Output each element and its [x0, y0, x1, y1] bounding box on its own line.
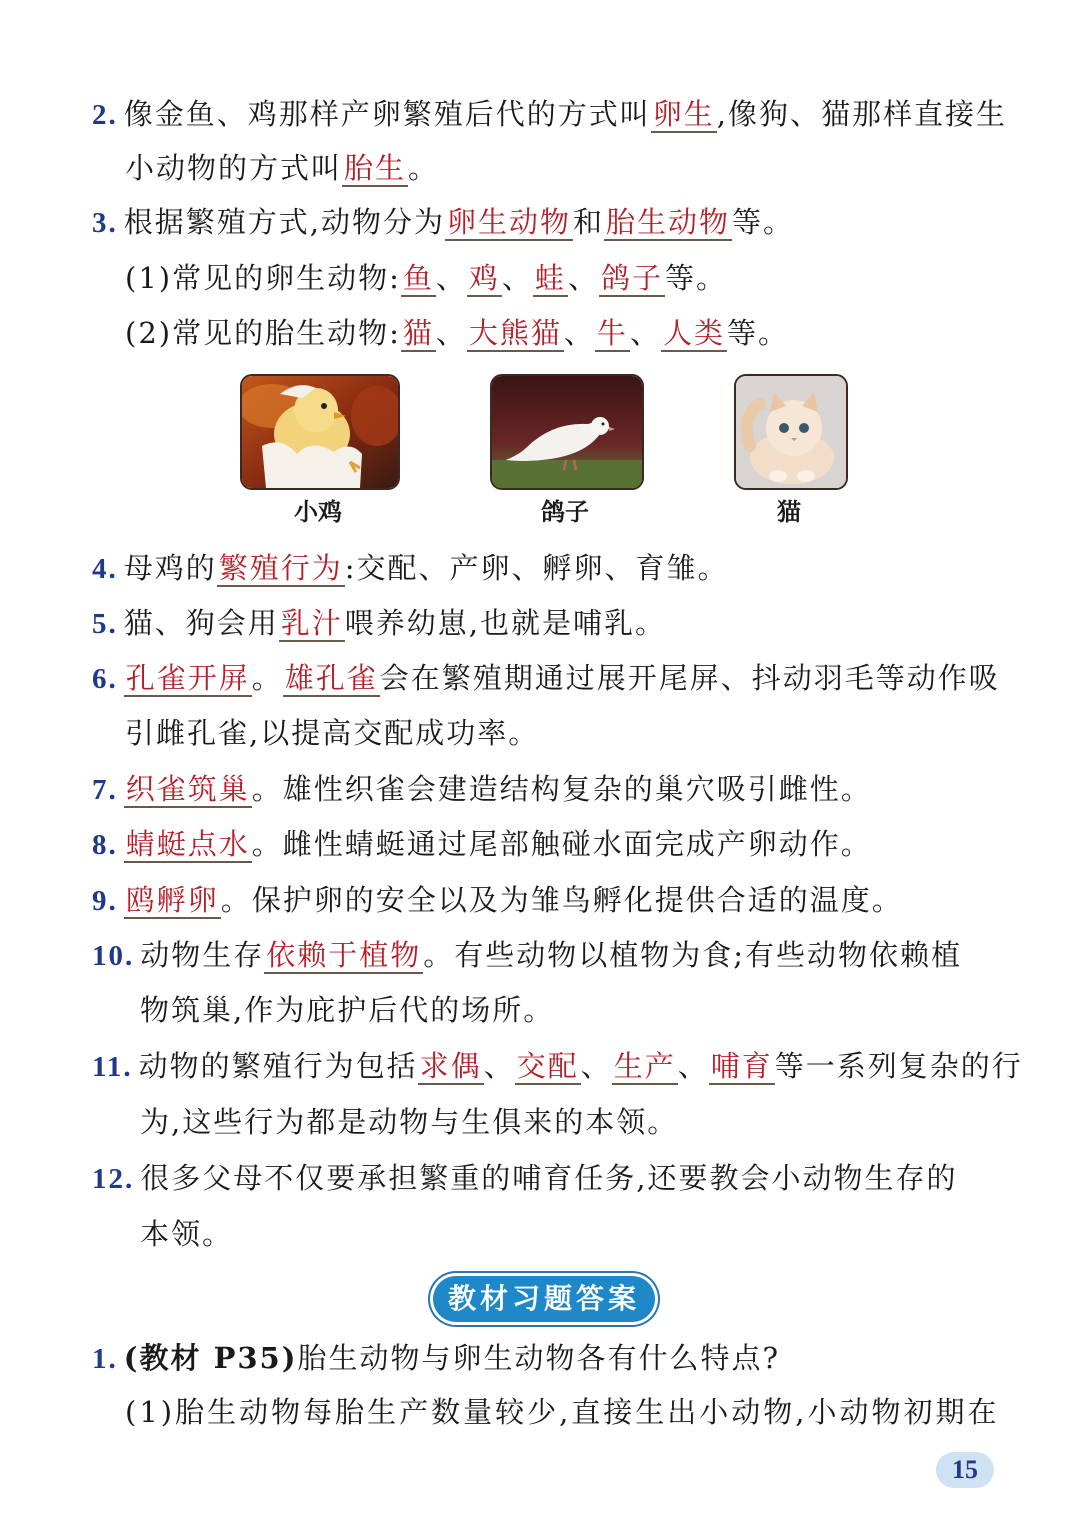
exercise-question-text: 胎生动物与卵生动物各有什么特点? [297, 1341, 781, 1375]
kitten-photo [734, 374, 848, 490]
answer-blank: 哺育 [710, 1049, 773, 1083]
item-2-line-1 [92, 94, 1007, 135]
answer-blank: 求偶 [419, 1049, 482, 1083]
answer-blank: 卵生 [652, 97, 715, 131]
answer-blank: 人类 [662, 316, 725, 350]
item-number: 4. [92, 553, 118, 585]
separator: 、 [563, 316, 595, 350]
sub-item-oviparous [125, 258, 727, 298]
item-6-line-2 [125, 713, 539, 753]
item-text: 为,这些行为都是动物与生俱来的本领。 [140, 1105, 679, 1139]
separator: 、 [629, 316, 661, 350]
item-text: ,像狗、猫那样直接生 [716, 97, 1007, 131]
exercise-answer-text: (1)胎生动物每胎生产数量较少,直接生出小动物,小动物初期在 [125, 1395, 1000, 1429]
answer-blank: 织雀筑巢 [125, 772, 250, 806]
answer-blank: 乳汁 [280, 606, 343, 640]
item-text: 喂养幼崽,也就是哺乳。 [344, 606, 666, 640]
item-text: 本领。 [140, 1217, 234, 1251]
item-12-line-2 [140, 1214, 233, 1254]
item-text: 等一系列复杂的行 [774, 1049, 1023, 1083]
answer-blank: 蜻蜓点水 [125, 827, 250, 861]
item-6-line-1 [92, 658, 1000, 699]
item-12-line-1 [92, 1158, 957, 1199]
sub-item-viviparous [125, 313, 789, 353]
figure-caption: 猫 [777, 498, 801, 526]
figure-caption: 鸽子 [541, 498, 589, 526]
item-text: 等。 [732, 205, 795, 239]
kitten-image-icon [736, 376, 846, 488]
separator: 、 [580, 1049, 612, 1083]
page-number: 15 [936, 1452, 994, 1488]
item-number: 7. [92, 774, 118, 806]
answer-blank: 交配 [516, 1049, 579, 1083]
item-text: 。雌性蜻蜓通过尾部触碰水面完成产卵动作。 [251, 827, 872, 861]
item-3-line-1 [92, 202, 794, 243]
separator: 、 [501, 261, 533, 295]
chick-image-icon [242, 376, 398, 488]
item-7 [92, 769, 872, 810]
item-number: 12. [92, 1163, 135, 1195]
item-10-line-2 [140, 990, 554, 1030]
item-text: 。有些动物以植物为食;有些动物依赖植 [423, 938, 963, 972]
dove-image-icon [492, 376, 642, 488]
item-text: 会在繁殖期通过展开尾屏、抖动羽毛等动作吸 [379, 661, 1000, 695]
chick-photo [240, 374, 400, 490]
separator: 、 [483, 1049, 515, 1083]
answer-blank: 大熊猫 [468, 316, 562, 350]
answer-blank: 鸡 [468, 261, 500, 295]
item-text: 猫、狗会用 [123, 606, 279, 640]
answer-blank: 繁殖行为 [218, 551, 343, 585]
separator: 、 [435, 316, 467, 350]
item-number: 11. [92, 1051, 133, 1083]
answer-blank: 胎生 [344, 151, 407, 185]
separator: 、 [435, 261, 467, 295]
item-11-line-2 [140, 1102, 678, 1142]
item-text: 。保护卵的安全以及为雏鸟孵化提供合适的温度。 [220, 883, 903, 917]
item-11-line-1 [92, 1046, 1023, 1087]
item-text: 根据繁殖方式,动物分为 [123, 205, 445, 239]
item-number: 2. [92, 99, 118, 131]
item-text: 动物的繁殖行为包括 [138, 1049, 418, 1083]
item-number: 5. [92, 608, 118, 640]
item-number: 9. [92, 885, 118, 917]
answer-blank: 鱼 [402, 261, 434, 295]
item-4 [92, 548, 729, 589]
answer-blank: 依赖于植物 [266, 938, 422, 972]
item-2-line-2 [125, 148, 439, 188]
figure-caption: 小鸡 [294, 498, 342, 526]
exercise-answer [125, 1392, 1000, 1432]
item-9 [92, 880, 903, 921]
item-text: (1)常见的卵生动物: [125, 261, 401, 295]
answer-blank: 孔雀开屏 [125, 661, 250, 695]
item-text: :交配、产卵、孵卵、育雏。 [344, 551, 729, 585]
item-text: 。雄性织雀会建造结构复杂的巢穴吸引雌性。 [251, 772, 872, 806]
answer-blank: 雄孔雀 [284, 661, 378, 695]
section-title-banner: 教材习题答案 [433, 1276, 655, 1322]
item-number: 3. [92, 207, 118, 239]
item-text: 等。 [664, 261, 727, 295]
item-number: 8. [92, 829, 118, 861]
answer-blank: 生产 [613, 1049, 676, 1083]
answer-blank: 胎生动物 [606, 205, 731, 239]
answer-blank: 蛙 [534, 261, 566, 295]
exercise-source: (教材 P35) [123, 1341, 298, 1375]
separator: 、 [677, 1049, 709, 1083]
item-10-line-1 [92, 935, 962, 976]
exercise-question [92, 1338, 780, 1379]
item-text: 。 [408, 151, 440, 185]
item-8 [92, 824, 872, 865]
answer-blank: 鸥孵卵 [125, 883, 219, 917]
item-text: 像金鱼、鸡那样产卵繁殖后代的方式叫 [123, 97, 651, 131]
item-text: 物筑巢,作为庇护后代的场所。 [140, 993, 555, 1027]
answer-blank: 牛 [596, 316, 628, 350]
answer-blank: 鸽子 [600, 261, 663, 295]
item-text: 等。 [726, 316, 789, 350]
dove-photo [490, 374, 644, 490]
item-number: 6. [92, 663, 118, 695]
separator: 、 [567, 261, 599, 295]
item-text: 动物生存 [140, 938, 265, 972]
item-text: (2)常见的胎生动物: [125, 316, 401, 350]
item-text: 和 [572, 205, 604, 239]
answer-blank: 卵生动物 [446, 205, 571, 239]
item-text: 引雌孔雀,以提高交配成功率。 [125, 716, 540, 750]
item-text: 。 [251, 661, 283, 695]
answer-blank: 猫 [402, 316, 434, 350]
exercise-number: 1. [92, 1343, 118, 1375]
item-number: 10. [92, 940, 135, 972]
item-text: 母鸡的 [123, 551, 217, 585]
item-text: 很多父母不仅要承担繁重的哺育任务,还要教会小动物生存的 [140, 1161, 958, 1195]
item-5 [92, 603, 666, 644]
item-text: 小动物的方式叫 [125, 151, 343, 185]
